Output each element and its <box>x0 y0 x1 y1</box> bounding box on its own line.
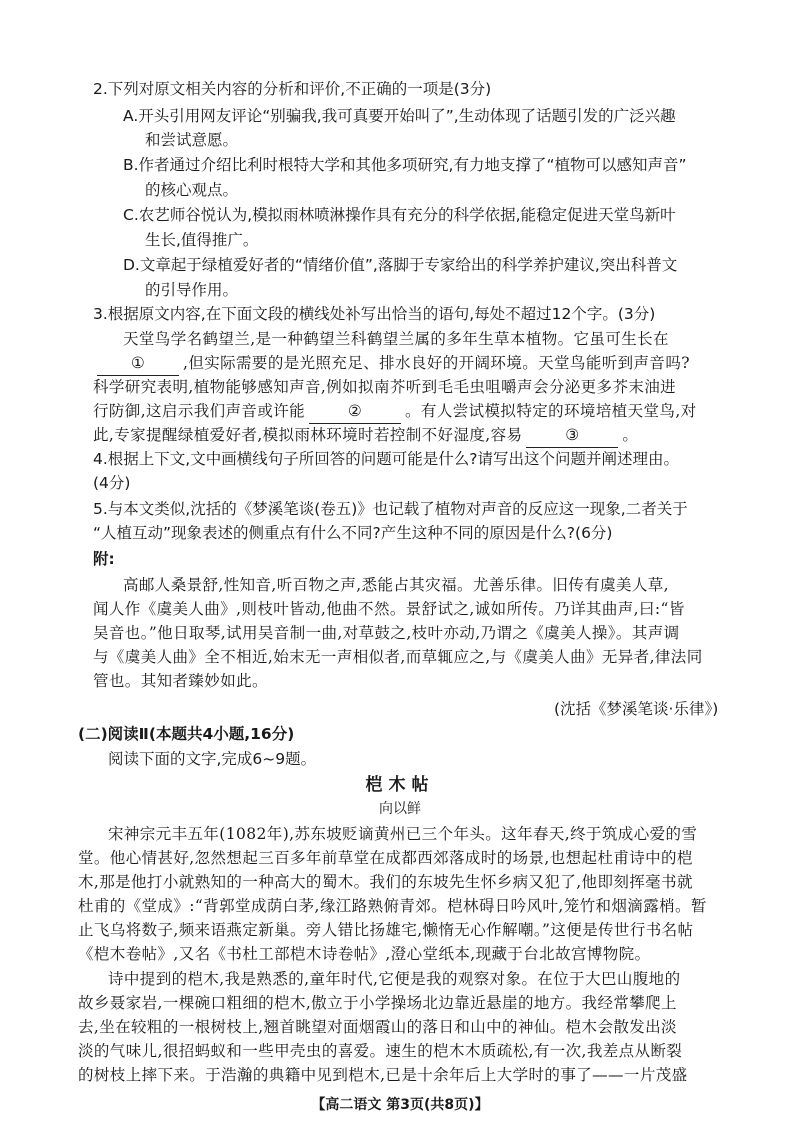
q4-line1: 4.根据上下文,文中画横线句子所回答的问题可能是什么?请写出这个问题并阐述理由。 <box>93 450 679 468</box>
article-title: 桤木帖 <box>365 775 435 795</box>
q3-passage-line2 <box>93 351 690 376</box>
q5-line2: “人植互动”现象表述的侧重点有什么不同?产生这种不同的原因是什么?(6分) <box>93 524 613 542</box>
q2-option-d-line1: D.文章起于绿植爱好者的“情绪价值”,落脚于专家给出的科学养护建议,突出科普文 <box>123 256 678 274</box>
q3-passage-line3: 科学研究表明,植物能够感知声音,例如拟南芥听到毛毛虫咀嚼声会分泌更多芥末油进 <box>93 378 677 396</box>
q3-stem: 3.根据原文内容,在下面文段的横线处补写出恰当的语句,每处不超过12个字。(3分) <box>93 305 656 323</box>
article-para1-line3: 木,那是他打小就熟知的一种高大的蜀木。我们的东坡先生怀乡病又犯了,他即刻挥毫书就 <box>78 873 693 891</box>
article-para1-line6: 《桤木卷帖》,又名《书杜工部桤木诗卷帖》,澄心堂纸本,现藏于台北故宫博物院。 <box>78 945 651 963</box>
q2-option-d-line2: 的引导作用。 <box>145 281 239 299</box>
q5-attachment-line5: 管也。其知者臻妙如此。 <box>93 672 268 690</box>
q3-blank-1[interactable]: ① <box>97 351 179 376</box>
q2-option-b-line1: B.作者通过介绍比利时根特大学和其他多项研究,有力地支撑了“植物可以感知声音” <box>123 156 687 174</box>
q5-attachment-source: (沈括《梦溪笔谈·乐律》) <box>554 700 719 718</box>
article-para2-line4: 淡的气味儿,很招蚂蚁和一些甲壳虫的喜爱。速生的桤木木质疏松,有一次,我差点从断裂 <box>78 1042 683 1060</box>
article-para1-line5: 止飞乌将数子,频来语燕定新巢。旁人错比扬雄宅,懒惰无心作解嘲。”这便是传世行书名帖 <box>78 921 694 939</box>
q3-passage-line4-after: 。有人尝试模拟特定的环境培植天堂鸟,对 <box>405 402 697 420</box>
article-para2-line2: 故乡聂家岩,一棵碗口粗细的桤木,傲立于小学操场北边靠近悬崖的地方。我经常攀爬上 <box>78 994 677 1012</box>
q5-attachment-line1: 高邮人桑景舒,性知音,听百物之声,悉能占其灾福。尤善乐律。旧传有虞美人草, <box>123 576 670 594</box>
article-para1-line1: 宋神宗元丰五年(1082年),苏东坡贬谪黄州已三个年头。这年春天,终于筑成心爱的雪 <box>108 825 698 843</box>
q3-blank-2[interactable]: ② <box>309 399 401 424</box>
q5-attachment-line3: 吴音也。”他日取琴,试用吴音制一曲,对草鼓之,枝叶亦动,乃谓之《虞美人操》。其声调 <box>93 624 680 642</box>
article-para2-line5: 的树枝上摔下来。于浩瀚的典籍中见到桤木,已是十余年后上大学时的事了——一片茂盛 <box>78 1066 688 1084</box>
q3-passage-line4-text: 行防御,这启示我们声音或许能 <box>93 402 306 420</box>
section-2-instruction: 阅读下面的文字,完成6~9题。 <box>108 750 317 768</box>
q2-option-a-line1: A.开头引用网友评论“别骗我,我可真要开始叫了”,生动体现了话题引发的广泛兴趣 <box>123 107 676 125</box>
article-para2-line3: 去,坐在较粗的一根树枝上,翘首眺望对面烟霞山的落日和山中的神仙。桤木会散发出淡 <box>78 1018 677 1036</box>
section-2-header: (二)阅读Ⅱ(本题共4小题,16分) <box>78 725 295 743</box>
article-author: 向以鲜 <box>379 801 421 817</box>
q2-option-c-line2: 生长,值得推广。 <box>145 231 259 249</box>
page-footer: 【高二语文 第3页(共8页)】 <box>311 1097 489 1113</box>
q2-option-a-line2: 和尝试意愿。 <box>145 131 239 149</box>
q2-option-b-line2: 的核心观点。 <box>145 181 239 199</box>
article-para1-line2: 堂。他心情甚好,忽然想起三百多年前草堂在成都西郊落成时的场景,也想起杜甫诗中的桤 <box>78 849 693 867</box>
q3-passage-line5-after: 。 <box>622 426 639 444</box>
q5-attachment-line2: 闻人作《虞美人曲》,则枝叶皆动,他曲不然。景舒试之,诚如所传。乃详其曲声,曰:“皆 <box>93 600 685 618</box>
q5-line1: 5.与本文类似,沈括的《梦溪笔谈(卷五)》也记载了植物对声音的反应这一现象,二者关于 <box>93 500 688 518</box>
q3-passage-line5 <box>93 423 638 448</box>
q3-passage-line4 <box>93 399 697 424</box>
q3-passage-line1: 天堂鸟学名鹤望兰,是一种鹤望兰科鹤望兰属的多年生草本植物。它虽可生长在 <box>123 330 669 348</box>
article-para2-line1: 诗中提到的桤木,我是熟悉的,童年时代,它便是我的观察对象。在位于大巴山腹地的 <box>108 970 681 988</box>
q2-option-c-line1: C.农艺师谷悦认为,模拟雨林喷淋操作具有充分的科学依据,能稳定促进天堂鸟新叶 <box>123 206 676 224</box>
q2-stem: 2.下列对原文相关内容的分析和评价,不正确的一项是(3分) <box>93 80 492 98</box>
q3-passage-line2-text: ,但实际需要的是光照充足、排水良好的开阔环境。天堂鸟能听到声音吗? <box>183 354 690 372</box>
article-para1-line4: 杜甫的《堂成》:“背郭堂成荫白茅,缘江路熟俯青郊。桤林碍日吟风叶,笼竹和烟滴露梢。暂 <box>78 897 707 915</box>
q5-attachment-label: 附: <box>93 550 115 568</box>
q4-line2: (4分) <box>93 474 131 492</box>
q5-attachment-line4: 与《虞美人曲》全不相近,始末无一声相似者,而草辄应之,与《虞美人曲》无异者,律法同 <box>93 648 703 666</box>
q3-passage-line5-text: 此,专家提醒绿植爱好者,模拟雨林环境时若控制不好湿度,容易 <box>93 426 523 444</box>
q3-blank-3[interactable]: ③ <box>526 423 618 448</box>
